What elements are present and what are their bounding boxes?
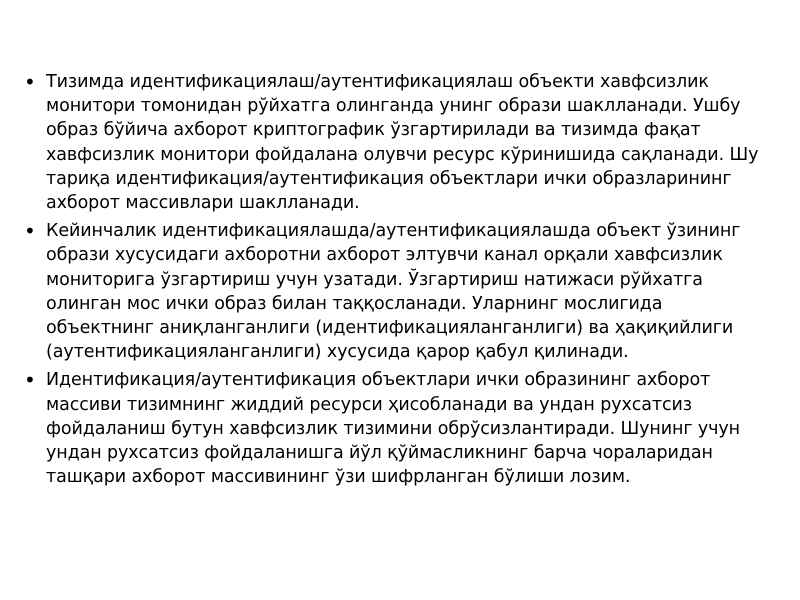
bullet-text: Тизимда идентификациялаш/аутентификациялаш объекти хавфсизлик монитори томонидан рўйхатга олинганда унинг образи шаклланади. Ушбу образ бўйича ахборот криптографик ўзгартирилади ва тизимда фақат хавфсизлик монитори фойдалана олувчи ресурс кўринишида сақланади. Шу тариқа идентификация/аутентификация объектлари ички образларининг ахборот массивлари шаклланади. xyxy=(46,72,759,214)
bullet-icon: • xyxy=(24,368,36,393)
bullet-text: Кейинчалик идентификациялашда/аутентификациялашда объект ўзининг образи хусусидаги ахборотни ахборот элтувчи канал орқали хавфсизлик мониторига ўзгартириш учун узатади. Ўзгартириш натижаси рўйхатга олинган мос ички образ билан таққосланади. Уларнинг мослигида объектнинг аниқланганлиги (идентификацияланганлиги) ва ҳақиқийлиги (аутентификацияланганлиги) хусусида қарор қабул қилинади. xyxy=(46,221,741,363)
bullet-item xyxy=(24,70,764,215)
bullet-icon: • xyxy=(24,70,36,94)
bullet-item xyxy=(24,368,764,489)
bullet-icon: • xyxy=(24,219,36,244)
bullet-text: Идентификация/аутентификация объектлари ички образининг ахборот массиви тизимнинг жиддий ресурси ҳисобланади ва ундан рухсатсиз фойдаланиш бутун хавфсизлик тизимини обрўсизлантиради. Шунинг учун ундан рухсатсиз фойдаланишга йўл қўймасликнинг барча чораларидан ташқари ахборот массивининг ўзи шифрланган бўлиши лозим. xyxy=(46,370,741,488)
bullet-list xyxy=(24,70,764,493)
bullet-item xyxy=(24,219,764,364)
